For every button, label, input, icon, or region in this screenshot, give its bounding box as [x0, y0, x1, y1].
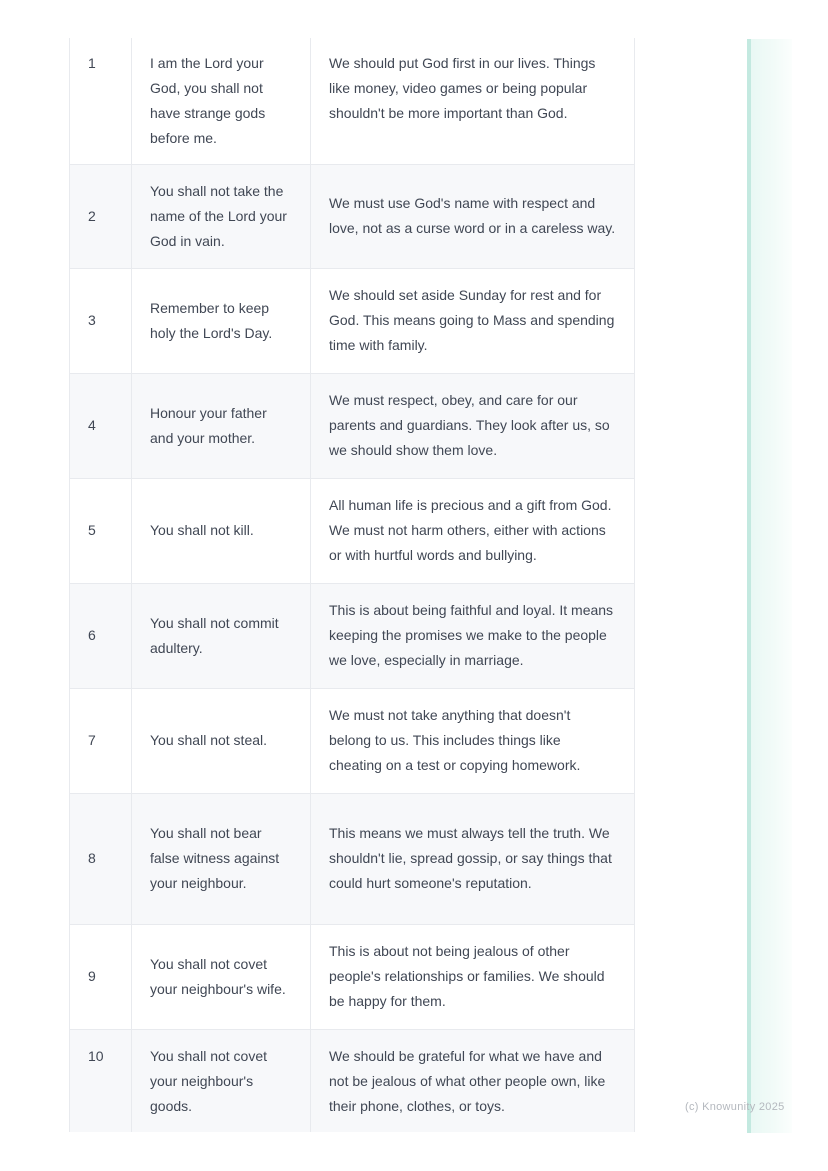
meaning-cell: We should be grateful for what we have and not be jealous of what other people own, like their phone, clothes, or toys.: [311, 1029, 635, 1132]
table-row: [70, 924, 635, 1029]
table-row: [70, 164, 635, 268]
commandment-cell: You shall not take the name of the Lord your God in vain.: [132, 164, 311, 268]
table-row: [70, 373, 635, 478]
meaning-cell: We must use God's name with respect and love, not as a curse word or in a careless way.: [311, 164, 635, 268]
meaning-cell: We should put God first in our lives. Things like money, video games or being popular shouldn't be more important than God.: [311, 38, 635, 164]
commandment-cell: Honour your father and your mother.: [132, 373, 311, 478]
table-row: [70, 1029, 635, 1132]
commandment-cell: You shall not commit adultery.: [132, 583, 311, 688]
meaning-cell: We must not take anything that doesn't belong to us. This includes things like cheating on a test or copying homework.: [311, 688, 635, 793]
row-number-cell: 2: [70, 164, 132, 268]
commandments-table: [69, 38, 635, 1132]
commandment-cell: Remember to keep holy the Lord's Day.: [132, 268, 311, 373]
table-row: [70, 478, 635, 583]
copyright-watermark: (c) Knowunity 2025: [685, 1101, 785, 1113]
meaning-cell: All human life is precious and a gift from God. We must not harm others, either with actions or with hurtful words and bullying.: [311, 478, 635, 583]
row-number-cell: 7: [70, 688, 132, 793]
table-row: [70, 688, 635, 793]
row-number-cell: 10: [70, 1029, 132, 1132]
commandment-cell: You shall not steal.: [132, 688, 311, 793]
row-number-cell: 9: [70, 924, 132, 1029]
row-number-cell: 3: [70, 268, 132, 373]
meaning-cell: We should set aside Sunday for rest and for God. This means going to Mass and spending time with family.: [311, 268, 635, 373]
table-row: [70, 583, 635, 688]
commandment-cell: You shall not bear false witness against your neighbour.: [132, 793, 311, 924]
commandment-cell: I am the Lord your God, you shall not have strange gods before me.: [132, 38, 311, 164]
row-number-cell: 6: [70, 583, 132, 688]
meaning-cell: This is about being faithful and loyal. It means keeping the promises we make to the people we love, especially in marriage.: [311, 583, 635, 688]
meaning-cell: We must respect, obey, and care for our parents and guardians. They look after us, so we should show them love.: [311, 373, 635, 478]
table-row: [70, 38, 635, 164]
commandment-cell: You shall not kill.: [132, 478, 311, 583]
row-number-cell: 8: [70, 793, 132, 924]
meaning-cell: This means we must always tell the truth. We shouldn't lie, spread gossip, or say things that could hurt someone's reputation.: [311, 793, 635, 924]
table-row: [70, 268, 635, 373]
commandment-cell: You shall not covet your neighbour's wife.: [132, 924, 311, 1029]
commandment-cell: You shall not covet your neighbour's goods.: [132, 1029, 311, 1132]
row-number-cell: 4: [70, 373, 132, 478]
meaning-cell: This is about not being jealous of other people's relationships or families. We should be happy for them.: [311, 924, 635, 1029]
row-number-cell: 1: [70, 38, 132, 164]
page-accent-stripe: [747, 39, 792, 1133]
table-row: [70, 793, 635, 924]
row-number-cell: 5: [70, 478, 132, 583]
